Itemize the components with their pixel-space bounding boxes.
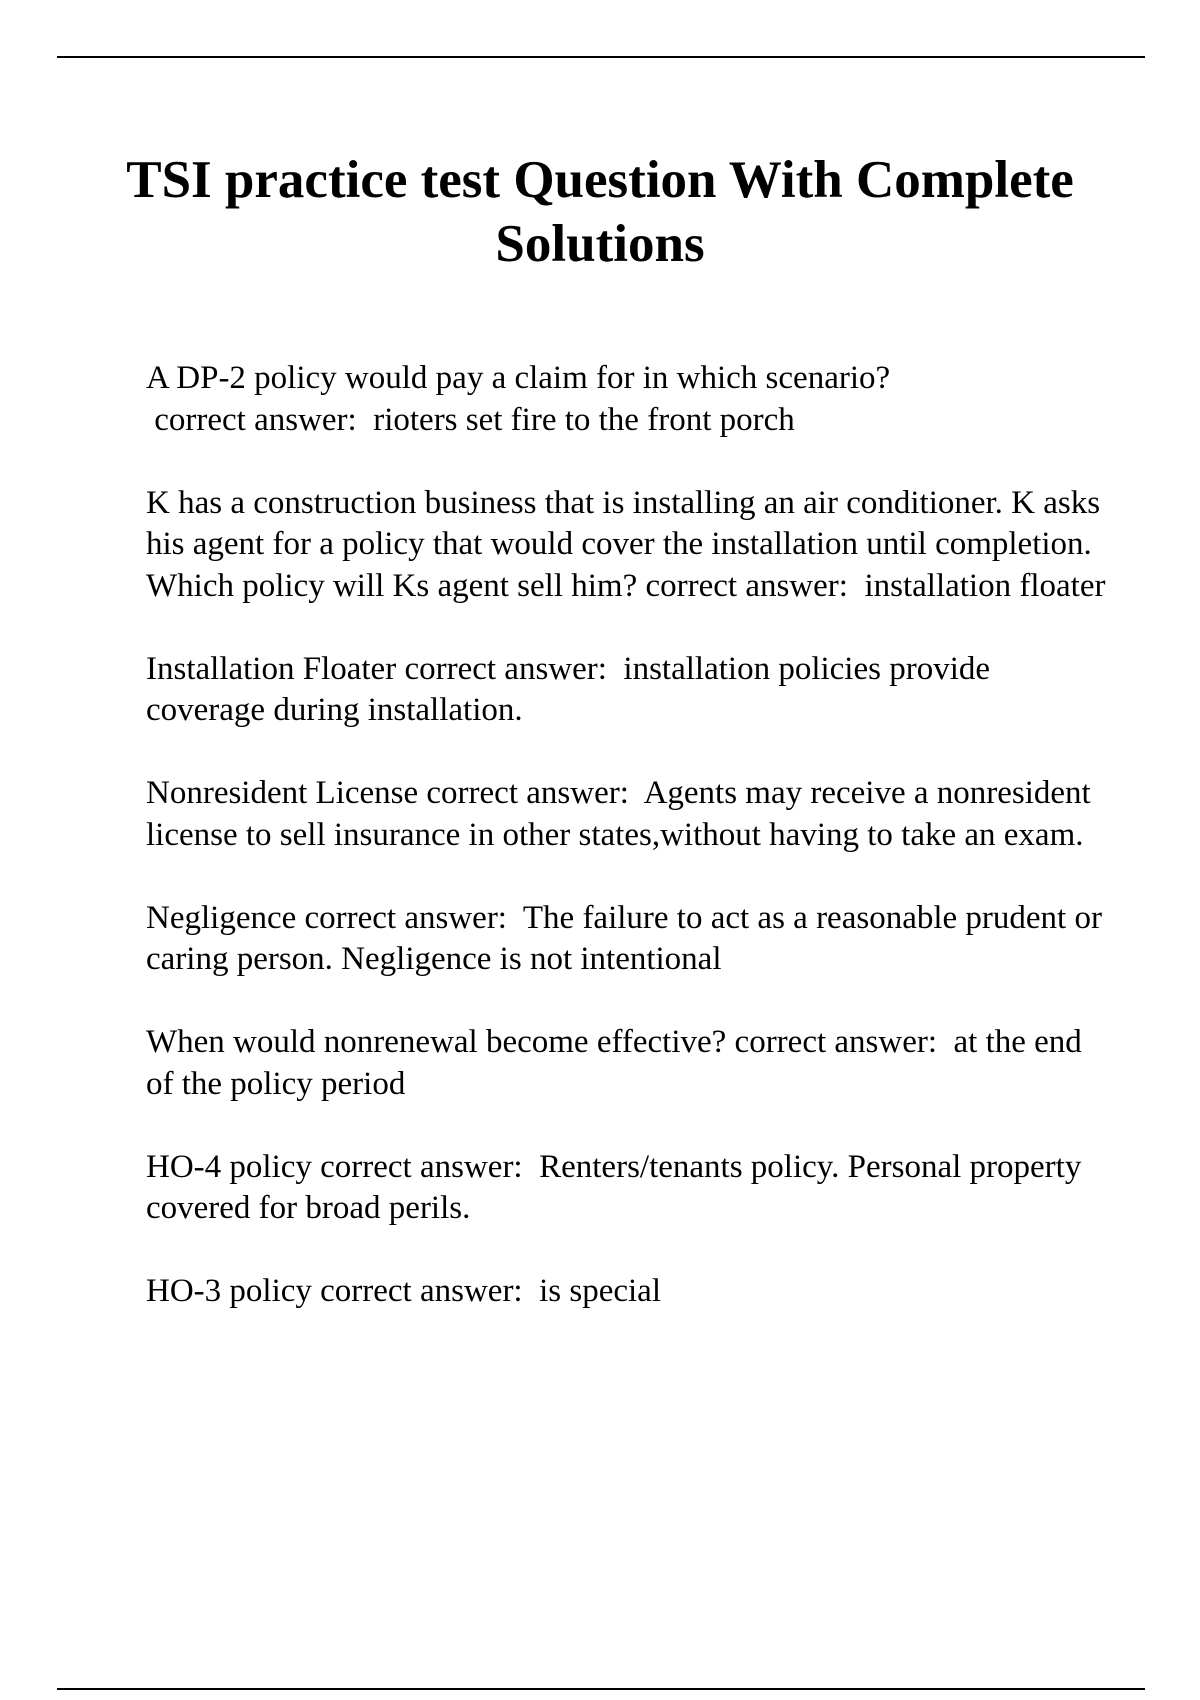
question-text: A DP-2 policy would pay a claim for in which scenario? xyxy=(146,360,891,396)
question-text: HO-3 policy xyxy=(146,1273,312,1309)
question-text: HO-4 policy xyxy=(146,1148,312,1185)
answer-text: rioters set fire to the front porch xyxy=(373,401,795,438)
page-title: TSI practice test Question With Complete Solutions xyxy=(126,151,1074,273)
qa-item xyxy=(146,358,1106,441)
question-text: When would nonrenewal become effective? xyxy=(146,1024,727,1060)
answer-separator: correct answer: xyxy=(418,775,644,811)
qa-item xyxy=(146,898,1106,981)
answer-separator: correct answer: xyxy=(311,1273,540,1309)
qa-item xyxy=(146,649,1106,732)
question-text: Negligence xyxy=(146,899,297,936)
question-text: Nonresident License xyxy=(146,775,419,811)
answer-text: installation floater xyxy=(864,567,1106,604)
answer-text: Renters/tenants policy. Personal property covered for broad perils. xyxy=(146,1148,1082,1226)
answer-text: installation policies provide coverage during installation. xyxy=(146,650,991,728)
qa-item xyxy=(146,483,1106,608)
bottom-rule xyxy=(57,1688,1145,1690)
qa-item xyxy=(146,1271,1106,1313)
top-rule xyxy=(57,56,1145,58)
answer-separator: correct answer: xyxy=(637,567,865,604)
qa-item xyxy=(146,773,1106,856)
answer-separator: correct answer: xyxy=(726,1024,954,1060)
qa-item xyxy=(146,1022,1106,1105)
qa-list xyxy=(146,358,1106,1354)
question-text: K has a construction business that is installing an air conditioner. K asks his agent for a policy that would cover the installation until completion. Which policy will Ks agent sell him? xyxy=(146,484,1101,604)
answer-separator: correct answer: xyxy=(311,1148,540,1185)
answer-separator: correct answer: xyxy=(396,650,624,687)
answer-text: is special xyxy=(539,1273,661,1309)
answer-text: The failure to act as a reasonable prudent or caring person. Negligence is not intentional xyxy=(146,899,1102,977)
answer-text: Agents may receive a nonresident license to sell insurance in other states,without having to take an exam. xyxy=(146,775,1091,853)
answer-separator: correct answer: xyxy=(146,401,374,438)
qa-item xyxy=(146,1147,1106,1230)
question-text: Installation Floater xyxy=(146,650,397,687)
answer-text: at the end of the policy period xyxy=(146,1024,1082,1102)
answer-separator: correct answer: xyxy=(296,899,523,936)
